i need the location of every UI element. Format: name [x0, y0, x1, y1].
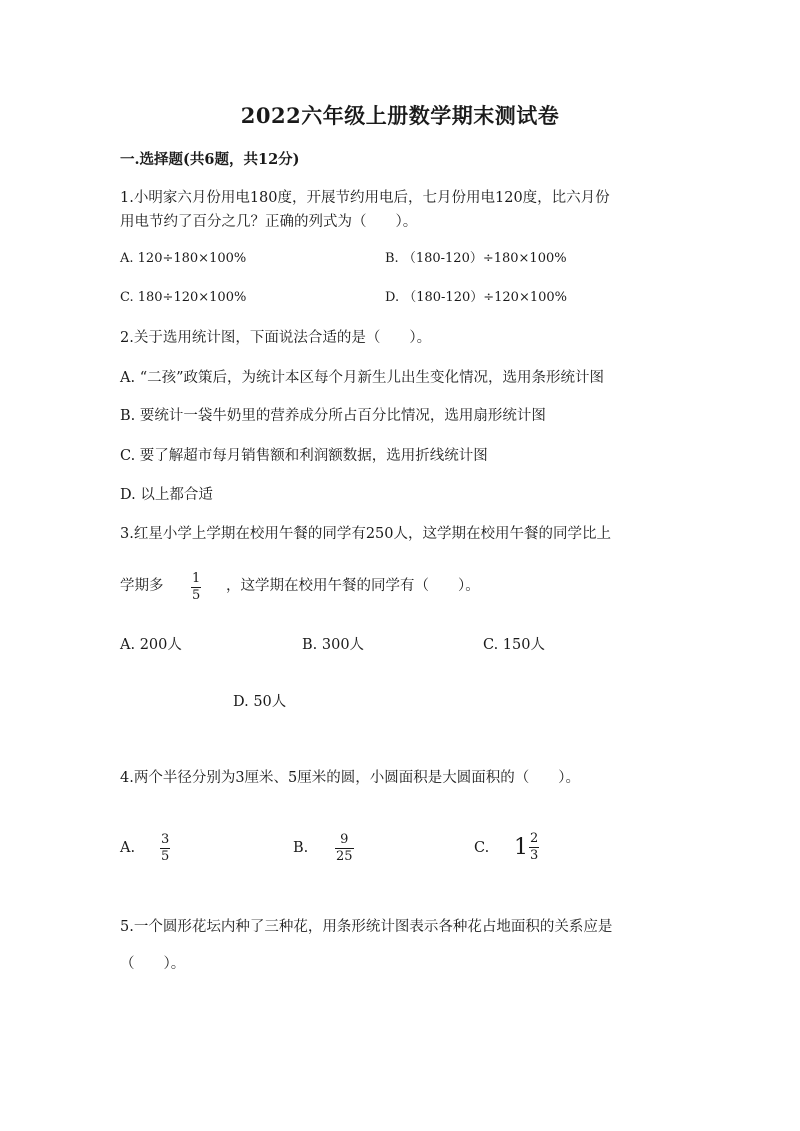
q4-option-c-fraction	[529, 832, 539, 863]
section-heading: 一.选择题(共6题，共12分)	[120, 151, 300, 168]
q1-option-a: A. 120÷180×100%	[120, 251, 247, 266]
q4-option-b-label: B.	[293, 840, 309, 856]
q4-a-denominator: 5	[161, 849, 170, 864]
q1-stem-line2: 用电节约了百分之几？正确的列式为（ ）。	[120, 214, 418, 230]
q4-option-a-label: A.	[120, 840, 136, 856]
q1-option-c: C. 180÷120×100%	[120, 290, 247, 305]
q4-option-a-fraction	[160, 833, 170, 864]
q2-option-c: C. 要了解超市每月销售额和利润额数据，选用折线统计图	[120, 448, 488, 464]
q4-c-whole: 1	[514, 834, 528, 860]
q5-stem-line1: 5.一个圆形花坛内种了三种花，用条形统计图表示各种花占地面积的关系应是	[120, 919, 613, 935]
page-title: 2022六年级上册数学期末测试卷	[240, 103, 560, 128]
q3-fraction-denominator: 5	[192, 588, 201, 603]
q4-stem: 4.两个半径分别为3厘米、5厘米的圆，小圆面积是大圆面积的（ ）。	[120, 770, 581, 786]
q2-stem: 2.关于选用统计图，下面说法合适的是（ ）。	[120, 330, 432, 346]
q4-b-numerator: 9	[340, 832, 349, 847]
q5-stem-line2: （ ）。	[120, 956, 186, 972]
q3-fraction	[191, 572, 201, 603]
q3-stem-line2-pre: 学期多	[120, 578, 164, 594]
q4-b-denominator: 25	[336, 849, 353, 864]
q1-option-d: D. （180-120）÷120×100%	[385, 290, 568, 305]
q2-option-a: A. “二孩”政策后，为统计本区每个月新生儿出生变化情况，选用条形统计图	[120, 370, 605, 386]
q3-fraction-numerator: 1	[192, 571, 201, 586]
q3-option-d: D. 50人	[233, 694, 287, 710]
q3-stem-line2-post: ，这学期在校用午餐的同学有（ ）。	[226, 578, 480, 594]
q3-option-a: A. 200人	[120, 637, 182, 653]
q4-a-numerator: 3	[161, 832, 170, 847]
q3-stem-line1: 3.红星小学上学期在校用午餐的同学有250人，这学期在校用午餐的同学比上	[120, 526, 612, 542]
q2-option-d: D. 以上都合适	[120, 487, 213, 503]
q4-option-b-fraction	[335, 833, 354, 864]
q4-option-c-mixed-number	[514, 832, 539, 863]
q4-c-denominator: 3	[530, 848, 539, 863]
q4-c-numerator: 2	[530, 831, 539, 846]
q3-option-b: B. 300人	[302, 637, 365, 653]
q1-option-b: B. （180-120）÷180×100%	[385, 251, 567, 266]
q1-stem-line1: 1.小明家六月份用电180度，开展节约用电后，七月份用电120度，比六月份	[120, 190, 610, 206]
q3-option-c: C. 150人	[483, 637, 545, 653]
q4-option-c-label: C.	[474, 840, 490, 856]
q2-option-b: B. 要统计一袋牛奶里的营养成分所占百分比情况，选用扇形统计图	[120, 408, 546, 424]
